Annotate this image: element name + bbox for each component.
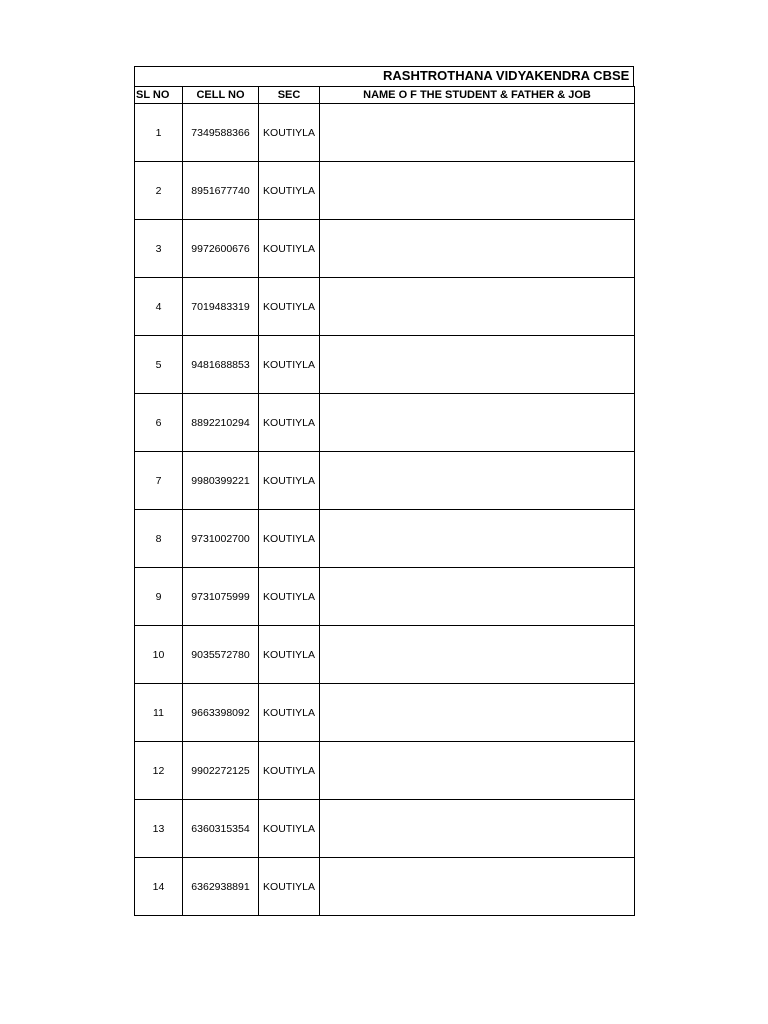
- cell-student-name[interactable]: [320, 278, 635, 336]
- title-row: [134, 66, 634, 86]
- cell-sl-no[interactable]: 5: [135, 336, 183, 394]
- cell-sl-no[interactable]: 4: [135, 278, 183, 336]
- cell-sl-no[interactable]: 3: [135, 220, 183, 278]
- cell-student-name[interactable]: [320, 336, 635, 394]
- table-row: [135, 104, 635, 162]
- table-row: [135, 394, 635, 452]
- cell-section[interactable]: KOUTIYLA: [259, 858, 320, 916]
- cell-sl-no[interactable]: 9: [135, 568, 183, 626]
- cell-phone-number[interactable]: 9663398092: [183, 684, 259, 742]
- table-row: [135, 336, 635, 394]
- cell-student-name[interactable]: [320, 220, 635, 278]
- cell-student-name[interactable]: [320, 104, 635, 162]
- cell-sl-no[interactable]: 13: [135, 800, 183, 858]
- cell-student-name[interactable]: [320, 394, 635, 452]
- cell-phone-number[interactable]: 9731002700: [183, 510, 259, 568]
- cell-phone-number[interactable]: 9902272125: [183, 742, 259, 800]
- cell-student-name[interactable]: [320, 800, 635, 858]
- cell-student-name[interactable]: [320, 452, 635, 510]
- cell-sl-no[interactable]: 2: [135, 162, 183, 220]
- cell-student-name[interactable]: [320, 510, 635, 568]
- header-sec: SEC: [259, 87, 320, 104]
- cell-phone-number[interactable]: 6362938891: [183, 858, 259, 916]
- sheet-title: RASHTROTHANA VIDYAKENDRA CBSE: [383, 68, 630, 83]
- cell-sl-no[interactable]: 10: [135, 626, 183, 684]
- cell-phone-number[interactable]: 8892210294: [183, 394, 259, 452]
- cell-section[interactable]: KOUTIYLA: [259, 104, 320, 162]
- cell-sl-no[interactable]: 14: [135, 858, 183, 916]
- cell-phone-number[interactable]: 9980399221: [183, 452, 259, 510]
- cell-student-name[interactable]: [320, 684, 635, 742]
- cell-student-name[interactable]: [320, 162, 635, 220]
- header-row: [135, 87, 635, 104]
- cell-phone-number[interactable]: 9035572780: [183, 626, 259, 684]
- table-row: [135, 800, 635, 858]
- cell-section[interactable]: KOUTIYLA: [259, 626, 320, 684]
- table-row: [135, 220, 635, 278]
- table-row: [135, 162, 635, 220]
- table-row: [135, 858, 635, 916]
- cell-phone-number[interactable]: 7349588366: [183, 104, 259, 162]
- cell-section[interactable]: KOUTIYLA: [259, 800, 320, 858]
- cell-phone-number[interactable]: 9481688853: [183, 336, 259, 394]
- cell-student-name[interactable]: [320, 626, 635, 684]
- cell-sl-no[interactable]: 1: [135, 104, 183, 162]
- table-row: [135, 626, 635, 684]
- table-row: [135, 278, 635, 336]
- cell-section[interactable]: KOUTIYLA: [259, 220, 320, 278]
- student-table: [134, 86, 635, 916]
- table-row: [135, 452, 635, 510]
- cell-sl-no[interactable]: 7: [135, 452, 183, 510]
- cell-phone-number[interactable]: 7019483319: [183, 278, 259, 336]
- cell-section[interactable]: KOUTIYLA: [259, 510, 320, 568]
- cell-sl-no[interactable]: 6: [135, 394, 183, 452]
- cell-phone-number[interactable]: 9972600676: [183, 220, 259, 278]
- table-row: [135, 510, 635, 568]
- header-cell-no: CELL NO: [183, 87, 259, 104]
- table-row: [135, 742, 635, 800]
- cell-section[interactable]: KOUTIYLA: [259, 684, 320, 742]
- cell-section[interactable]: KOUTIYLA: [259, 742, 320, 800]
- cell-section[interactable]: KOUTIYLA: [259, 452, 320, 510]
- header-sl-no: SL NO: [135, 87, 183, 104]
- cell-student-name[interactable]: [320, 858, 635, 916]
- cell-sl-no[interactable]: 8: [135, 510, 183, 568]
- cell-phone-number[interactable]: 8951677740: [183, 162, 259, 220]
- header-name: NAME O F THE STUDENT & FATHER & JOB: [320, 87, 635, 104]
- cell-phone-number[interactable]: 9731075999: [183, 568, 259, 626]
- cell-student-name[interactable]: [320, 742, 635, 800]
- cell-phone-number[interactable]: 6360315354: [183, 800, 259, 858]
- cell-section[interactable]: KOUTIYLA: [259, 278, 320, 336]
- cell-sl-no[interactable]: 11: [135, 684, 183, 742]
- cell-section[interactable]: KOUTIYLA: [259, 568, 320, 626]
- table-row: [135, 568, 635, 626]
- cell-section[interactable]: KOUTIYLA: [259, 336, 320, 394]
- cell-student-name[interactable]: [320, 568, 635, 626]
- cell-section[interactable]: KOUTIYLA: [259, 394, 320, 452]
- cell-section[interactable]: KOUTIYLA: [259, 162, 320, 220]
- table-row: [135, 684, 635, 742]
- cell-sl-no[interactable]: 12: [135, 742, 183, 800]
- spreadsheet: [134, 66, 634, 916]
